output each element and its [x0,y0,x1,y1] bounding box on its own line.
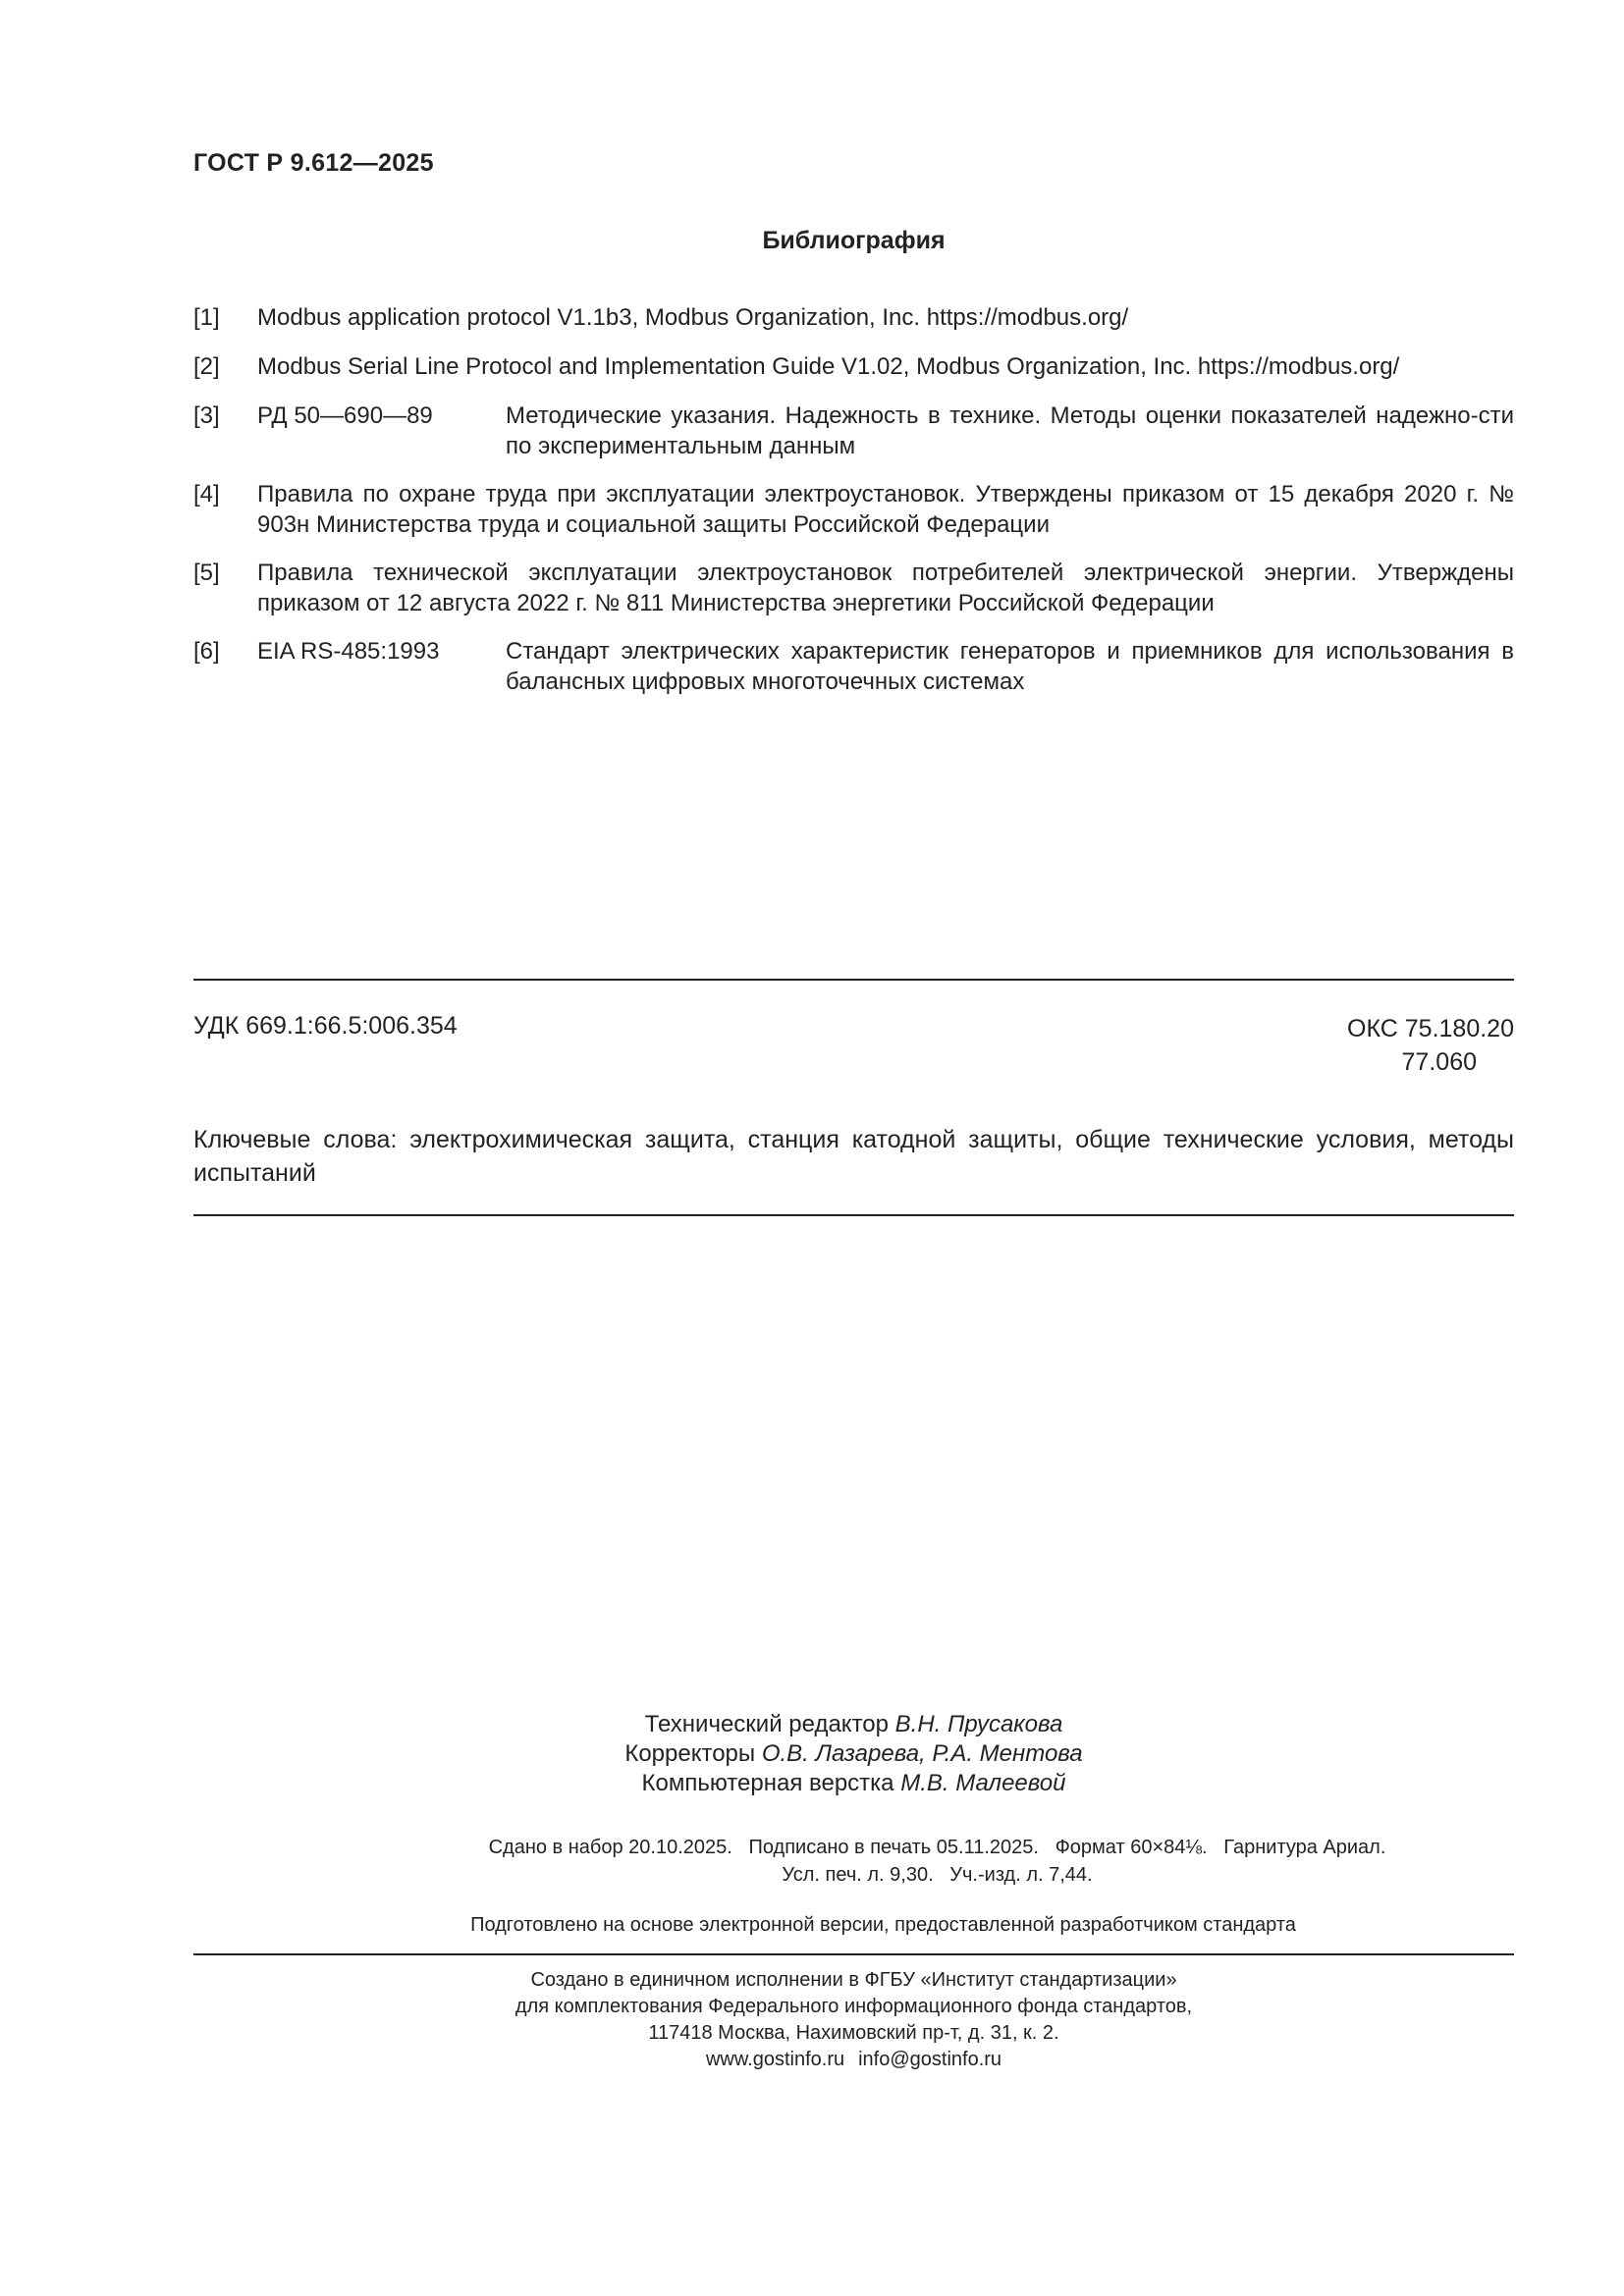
bibliography-entry [193,479,1514,540]
bibliography-title: Библиография [762,227,946,254]
oks-code-secondary: 77.060 [1401,1048,1477,1076]
publisher-line-2: для комплектования Федерального информационного фонда стандартов, [514,1996,1193,2017]
bibliography-entry [193,351,1514,382]
entry-text: Modbus application protocol V1.1b3, Modbus Organization, Inc. https://modbus.org/ [257,304,1129,331]
publisher-contacts [193,2047,1514,2073]
publisher-email-link[interactable]: info@gostinfo.ru [858,2049,1002,2070]
divider-keywords [193,1214,1514,1216]
entry-number: [5] [193,560,220,586]
entry-document-code: РД 50—690—89 [257,402,433,429]
layout-label: Компьютерная верстка [641,1770,894,1796]
correctors-line [193,1739,1514,1769]
entry-number: [1] [193,304,220,331]
udc-code: УДК 669.1:66.5:006.354 [193,1012,458,1040]
tech-editor-line [193,1710,1514,1739]
editorial-credits [193,1710,1514,1798]
entry-number: [3] [193,402,220,429]
entry-number: [2] [193,353,220,380]
entry-text: Стандарт электрических характеристик генераторов и приемников для использования в балансных цифровых многоточечных системах [506,638,1514,695]
print-info [193,1834,1514,1889]
entry-number: [4] [193,481,220,507]
publisher-address: 117418 Москва, Нахимовский пр-т, д. 31, к. 2. [648,2022,1059,2044]
standard-code-header: ГОСТ Р 9.612—2025 [193,149,434,177]
print-info-dates: Сдано в набор 20.10.2025. Подписано в печать 05.11.2025. Формат 60×84⅛. Гарнитура Ариал. [488,1837,1386,1858]
tech-editor-name: В.Н. Прусакова [894,1711,1063,1737]
publisher-website-link[interactable]: www.gostinfo.ru [705,2049,845,2070]
oks-codes [1347,1012,1514,1079]
keywords: Ключевые слова: электрохимическая защита, станция катодной защиты, общие технические условия, методы испытаний [193,1126,1514,1187]
bibliography-entry [193,636,1514,697]
prepared-note: Подготовлено на основе электронной версии, предоставленной разработчиком стандарта [470,1914,1296,1936]
publisher-line-1: Создано в единичном исполнении в ФГБУ «Институт стандартизации» [530,1969,1177,1991]
publisher-info [193,1967,1514,2073]
print-info-sheets: Усл. печ. л. 9,30. Уч.-изд. л. 7,44. [782,1864,1093,1886]
bibliography-entry [193,400,1514,461]
correctors-label: Корректоры [624,1740,756,1767]
layout-name: М.В. Малеевой [900,1770,1066,1796]
divider-top [193,979,1514,981]
entry-number: [6] [193,638,220,665]
correctors-names: О.В. Лазарева, Р.А. Ментова [761,1740,1083,1767]
entry-text: Правила технической эксплуатации электроустановок потребителей электрической энергии. Утверждены приказом от 12 августа 2022 г. № 811 Министерства энергетики Российской Федерации [257,560,1514,616]
entry-document-code: EIA RS-485:1993 [257,638,440,665]
entry-text: Методические указания. Надежность в технике. Методы оценки показателей надежно-сти по экспериментальным данным [506,402,1514,459]
entry-text: Modbus Serial Line Protocol and Implementation Guide V1.02, Modbus Organization, Inc. https://modbus.org/ [257,353,1400,380]
oks-code-primary: ОКС 75.180.20 [1347,1015,1514,1042]
entry-text: Правила по охране труда при эксплуатации электроустановок. Утверждены приказом от 15 декабря 2020 г. № 903н Министерства труда и социальной защиты Российской Федерации [257,481,1514,538]
divider-publisher [193,1953,1514,1955]
tech-editor-label: Технический редактор [644,1711,889,1737]
bibliography-entry [193,302,1514,333]
bibliography-entry [193,558,1514,618]
layout-line [193,1769,1514,1798]
